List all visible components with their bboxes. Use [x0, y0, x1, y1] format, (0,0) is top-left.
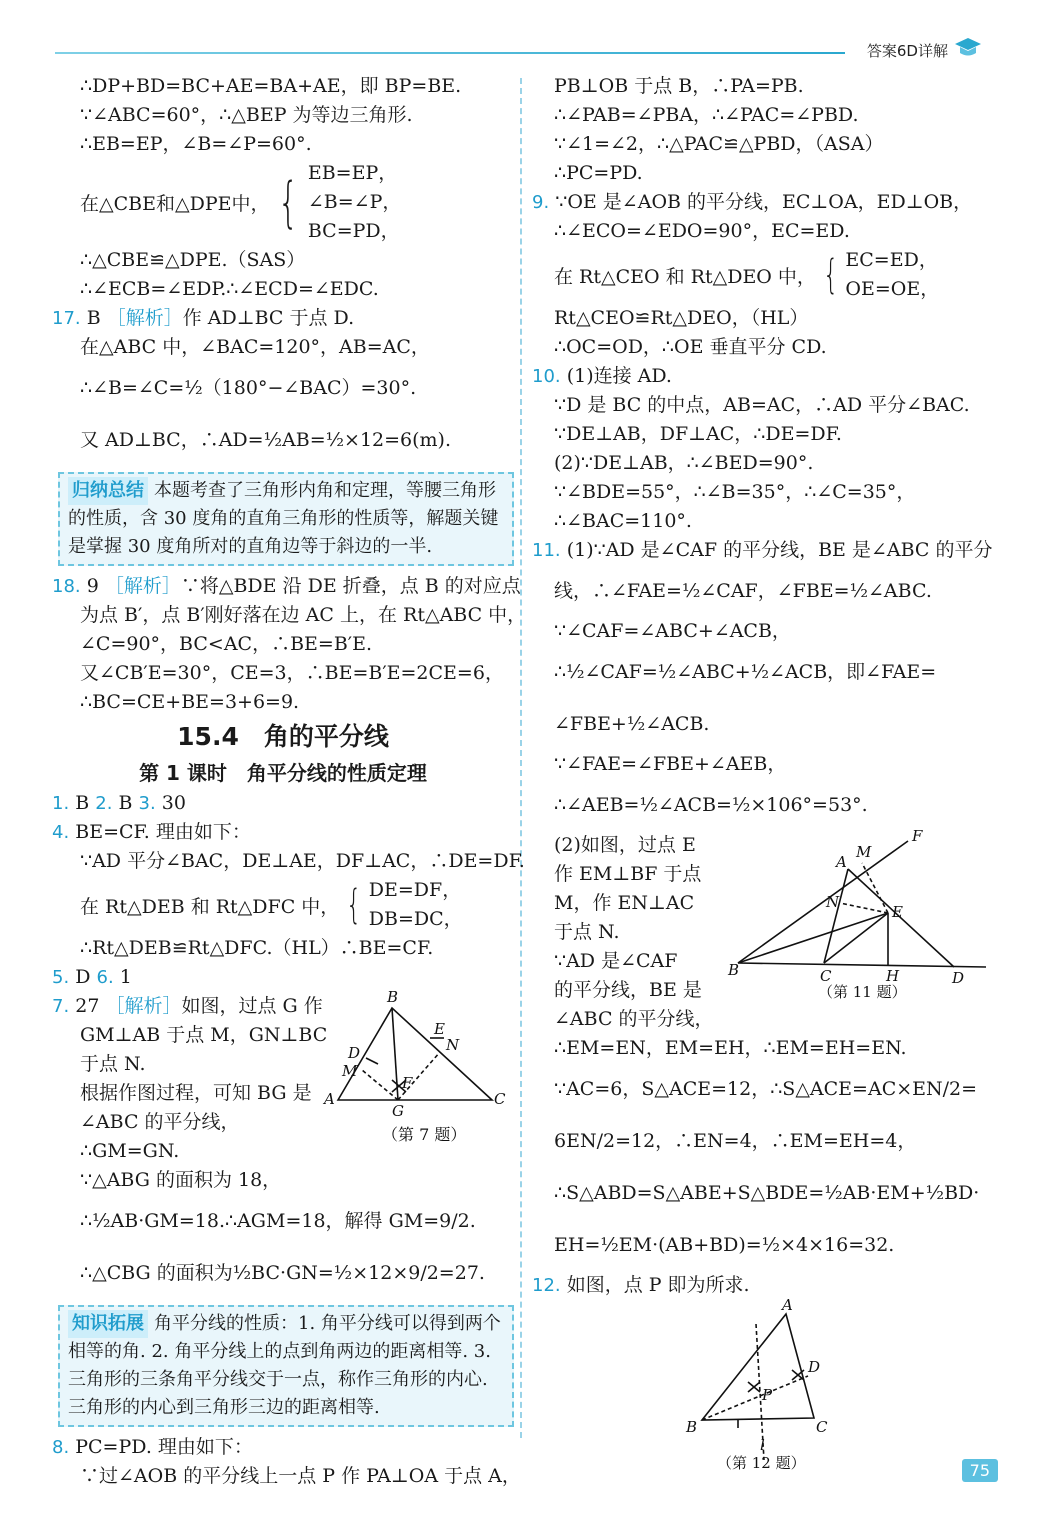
svg-text:M: M — [342, 1062, 358, 1080]
text-line: Rt△CEO≌Rt△DEO，（HL） — [554, 307, 809, 329]
svg-text:H: H — [886, 967, 900, 985]
text-line: ∴△CBG 的面积为½BC·GN=½×12×9/2=27. — [80, 1262, 485, 1284]
column-divider — [520, 78, 522, 1438]
text-line: ∠ABC 的平分线， — [80, 1111, 240, 1133]
text-line: ∴½∠CAF=½∠ABC+½∠ACB，即∠FAE= — [554, 661, 937, 683]
question-11-part2 — [532, 827, 992, 1034]
questions-1-3 — [52, 789, 514, 818]
answer: B — [75, 792, 90, 814]
answer: B — [118, 792, 133, 814]
text-line: 作 EM⊥BF 于点 — [554, 863, 702, 885]
question-9 — [532, 188, 992, 217]
text-line: ∴½AB·GM=18.∴AGM=18，解得 GM=9/2. — [80, 1210, 476, 1232]
text-line: ∴PC=PD. — [554, 162, 643, 184]
svg-text:C: C — [816, 1418, 828, 1436]
text-line: ∠ABC 的平分线， — [554, 1008, 714, 1030]
answer: 1 — [119, 966, 132, 988]
text-line: 为点 B′，点 B′刚好落在边 AC 上，在 Rt△ABC 中， — [80, 604, 527, 626]
text-line: ∵过∠AOB 的平分线上一点 P 作 PA⊥OA 于点 A， — [80, 1465, 521, 1487]
text-line: ∵AD 平分∠BAC，DE⊥AE，DF⊥AC，∴DE=DF. — [80, 850, 525, 872]
text-line: 又 AD⊥BC，∴AD=½AB=½×12=6(m). — [80, 429, 452, 451]
text-line: ∵AC=6，S△ACE=12，∴S△ACE=AC×EN/2= — [554, 1078, 978, 1100]
text-line: ∴∠ECB=∠EDP.∴∠ECD=∠EDC. — [80, 278, 379, 300]
condition: EC=ED， — [845, 249, 938, 271]
question-17 — [52, 304, 514, 333]
text-line: (1)∵AD 是∠CAF 的平分线，BE 是∠ABC 的平分 — [566, 539, 993, 561]
summary-text: 本题考查了三角形内角和定理，等腰三角形的性质，含 30 度角的直角三角形的性质等，解题关键是掌握 30 度角所对的直角边等于斜边的一半. — [68, 480, 499, 557]
svg-text:M: M — [856, 843, 872, 861]
analysis-tag: ［解析］ — [105, 995, 182, 1017]
left-brace-icon: { — [823, 252, 839, 298]
congruence-system — [532, 246, 992, 304]
svg-text:F: F — [402, 1074, 413, 1092]
condition: DB=DC， — [368, 908, 463, 930]
text-line: ∵∠CAF=∠ABC+∠ACB， — [554, 620, 791, 642]
text-line: (2)如图，过点 E — [554, 834, 696, 856]
question-number: 6. — [96, 967, 114, 988]
question-number: 5. — [52, 967, 70, 988]
text-line: 在△CBE和△DPE中， — [80, 193, 270, 215]
text-line: 的平分线，BE 是 — [554, 979, 702, 1001]
svg-text:F: F — [912, 827, 923, 845]
question-number: 8. — [52, 1437, 70, 1458]
knowledge-box — [58, 1305, 514, 1427]
figure-11 — [728, 827, 990, 1001]
figure-caption: （第 7 题） — [382, 1125, 467, 1144]
text-line: GM⊥AB 于点 M，GN⊥BC — [80, 1024, 328, 1046]
question-number: 11. — [532, 540, 561, 561]
answer: 27 — [75, 995, 100, 1017]
question-number: 17. — [52, 308, 81, 329]
figure-caption: （第 11 题） — [818, 983, 907, 1001]
svg-text:E: E — [892, 903, 903, 921]
left-brace-icon: { — [278, 170, 299, 234]
book-logo-icon — [954, 36, 982, 60]
question-7-block — [52, 988, 514, 1299]
text-line: ∴∠PAB=∠PBA，∴∠PAC=∠PBD. — [554, 104, 859, 126]
svg-text:A: A — [324, 1090, 335, 1108]
svg-text:C: C — [820, 967, 832, 985]
svg-text:D: D — [348, 1044, 361, 1062]
condition: BC=PD， — [307, 220, 400, 242]
text-line: ∴∠ECO=∠EDO=90°，EC=ED. — [554, 220, 850, 242]
condition: OE=OE， — [845, 278, 940, 300]
text-line: ∵D 是 BC 的中点，AB=AC，∴AD 平分∠BAC. — [554, 394, 970, 416]
question-10 — [532, 362, 992, 391]
text-line: 在△ABC 中，∠BAC=120°，AB=AC， — [80, 336, 430, 358]
text-line: ∴△CBE≌△DPE.（SAS） — [80, 249, 306, 271]
text-line: 又∠CB′E=30°，CE=3，∴BE=B′E=2CE=6， — [80, 662, 504, 684]
text-line: ∴DP+BD=BC+AE=BA+AE，即 BP=BE. — [80, 75, 462, 97]
question-number: 3. — [138, 793, 156, 814]
answer: B — [86, 307, 101, 329]
text-line: 在 Rt△CEO 和 Rt△DEO 中， — [554, 265, 816, 288]
svg-text:G: G — [392, 1102, 404, 1120]
question-number: 10. — [532, 366, 561, 387]
text-line: ∴∠B=∠C=½（180°−∠BAC）=30°. — [80, 377, 417, 399]
text-line: 线，∴∠FAE=½∠CAF，∠FBE=½∠ABC. — [554, 580, 932, 602]
question-11 — [532, 536, 992, 565]
answer: 30 — [161, 792, 186, 814]
question-4 — [52, 818, 514, 847]
text-line: PB⊥OB 于点 B，∴PA=PB. — [554, 75, 804, 97]
questions-5-6 — [52, 963, 514, 992]
text-line: ∴∠AEB=½∠ACB=½×106°=53°. — [554, 794, 868, 816]
svg-text:A: A — [782, 1296, 793, 1314]
svg-text:A: A — [836, 853, 847, 871]
knowledge-text: 角平分线的性质：1. 角平分线可以得到两个相等的角. 2. 角平分线上的点到角两边的距离相等. 3. 三角形的三条角平分线交于一点，称作三角形的内心. 三角形的内心到三角形三边的距离相等. — [68, 1313, 501, 1418]
condition: ∠B=∠P， — [307, 191, 402, 213]
summary-box — [58, 472, 514, 566]
text-line: (1)连接 AD. — [566, 365, 672, 387]
svg-text:E: E — [434, 1020, 445, 1038]
left-brace-icon: { — [346, 882, 362, 928]
question-number: 1. — [52, 793, 70, 814]
header-title: 答案6D详解 — [866, 42, 948, 60]
text-line: ∵OE 是∠AOB 的平分线，EC⊥OA，ED⊥OB， — [555, 191, 973, 213]
text-line: ∵∠FAE=∠FBE+∠AEB， — [554, 753, 787, 775]
question-number: 12. — [532, 1275, 561, 1296]
analysis-tag: ［解析］ — [104, 575, 181, 597]
svg-text:l: l — [760, 1436, 765, 1454]
figure-caption: （第 12 题） — [717, 1454, 806, 1472]
text-line: ∴∠BAC=110°. — [554, 510, 692, 532]
text-line: ∵∠1=∠2，∴△PAC≌△PBD，（ASA） — [554, 133, 884, 155]
header-rule — [55, 52, 845, 54]
svg-text:P: P — [762, 1386, 773, 1404]
section-subtitle: 第 1 课时 角平分线的性质定理 — [139, 761, 427, 785]
svg-text:C: C — [494, 1090, 506, 1108]
svg-text:N: N — [826, 893, 840, 911]
page-header — [55, 40, 1000, 68]
condition: DE=DF， — [368, 879, 462, 901]
text-line: ∵AD 是∠CAF — [554, 950, 678, 972]
text-line: EH=½EM·(AB+BD)=½×4×16=32. — [554, 1234, 895, 1256]
congruence-system — [52, 159, 514, 246]
text-line: 根据作图过程，可知 BG 是 — [80, 1082, 312, 1104]
question-number: 9. — [532, 192, 550, 213]
svg-text:N: N — [446, 1036, 460, 1054]
question-12 — [532, 1271, 992, 1300]
text-line: 作 AD⊥BC 于点 D. — [182, 307, 355, 329]
text-line: PC=PD. 理由如下： — [75, 1436, 253, 1458]
text-line: ∴EB=EP，∠B=∠P=60°. — [80, 133, 312, 155]
knowledge-label: 知识拓展 — [68, 1310, 148, 1338]
svg-text:D: D — [808, 1358, 821, 1376]
text-line: ∴Rt△DEB≌Rt△DFC.（HL）∴BE=CF. — [80, 937, 434, 959]
congruence-system — [52, 876, 514, 934]
figure-7 — [322, 990, 512, 1150]
text-line: ∴EM=EN，EM=EH，∴EM=EH=EN. — [554, 1037, 907, 1059]
section-title: 15.4 角的平分线 — [177, 722, 389, 751]
answer: D — [75, 966, 91, 988]
question-number: 4. — [52, 822, 70, 843]
text-line: BE=CF. 理由如下： — [75, 821, 251, 843]
question-number: 7. — [52, 996, 70, 1017]
text-line: 于点 N. — [80, 1053, 146, 1075]
text-line: 如图，点 P 即为所求. — [566, 1274, 750, 1296]
answer: 9 — [86, 575, 99, 597]
text-line: ∵∠ABC=60°，∴△BEP 为等边三角形. — [80, 104, 413, 126]
text-line: ∴OC=OD，∴OE 垂直平分 CD. — [554, 336, 827, 358]
left-column — [52, 72, 527, 1491]
text-line: (2)∵DE⊥AB，∴∠BED=90°. — [554, 452, 814, 474]
text-line: ∵DE⊥AB，DF⊥AC，∴DE=DF. — [554, 423, 842, 445]
text-line: 如图，过点 G 作 — [181, 995, 323, 1017]
text-line: ∴S△ABD=S△ABE+S△BDE=½AB·EM+½BD· — [554, 1182, 980, 1204]
text-line: ∠C=90°，BC<AC，∴BE=B′E. — [80, 633, 373, 655]
question-number: 18. — [52, 576, 81, 597]
text-line: ∵∠BDE=55°，∴∠B=35°，∴∠C=35°， — [554, 481, 916, 503]
analysis-tag: ［解析］ — [106, 307, 183, 329]
question-number: 2. — [95, 793, 113, 814]
text-line: ∴BC=CE+BE=3+6=9. — [80, 691, 300, 713]
right-column — [532, 72, 992, 1470]
text-line: 在 Rt△DEB 和 Rt△DFC 中， — [80, 895, 340, 918]
question-18 — [52, 572, 521, 601]
text-line: ∴GM=GN. — [80, 1140, 180, 1162]
svg-text:D: D — [952, 969, 965, 987]
text-line: M，作 EN⊥AC — [554, 892, 695, 914]
condition: EB=EP， — [307, 162, 398, 184]
text-line: 于点 N. — [554, 921, 620, 943]
svg-text:B: B — [728, 961, 740, 979]
summary-label: 归纳总结 — [68, 477, 148, 505]
text-line: ∵△ABG 的面积为 18， — [80, 1169, 282, 1191]
svg-text:B: B — [387, 988, 399, 1006]
text-line: ∵将△BDE 沿 DE 折叠，点 B 的对应点 — [180, 575, 521, 597]
svg-text:B: B — [686, 1418, 698, 1436]
question-8 — [52, 1433, 514, 1462]
text-line: ∠FBE+½∠ACB. — [554, 713, 710, 735]
page-number: 75 — [962, 1459, 998, 1482]
text-line: 6EN/2=12，∴EN=4，∴EM=EH=4， — [554, 1130, 917, 1152]
